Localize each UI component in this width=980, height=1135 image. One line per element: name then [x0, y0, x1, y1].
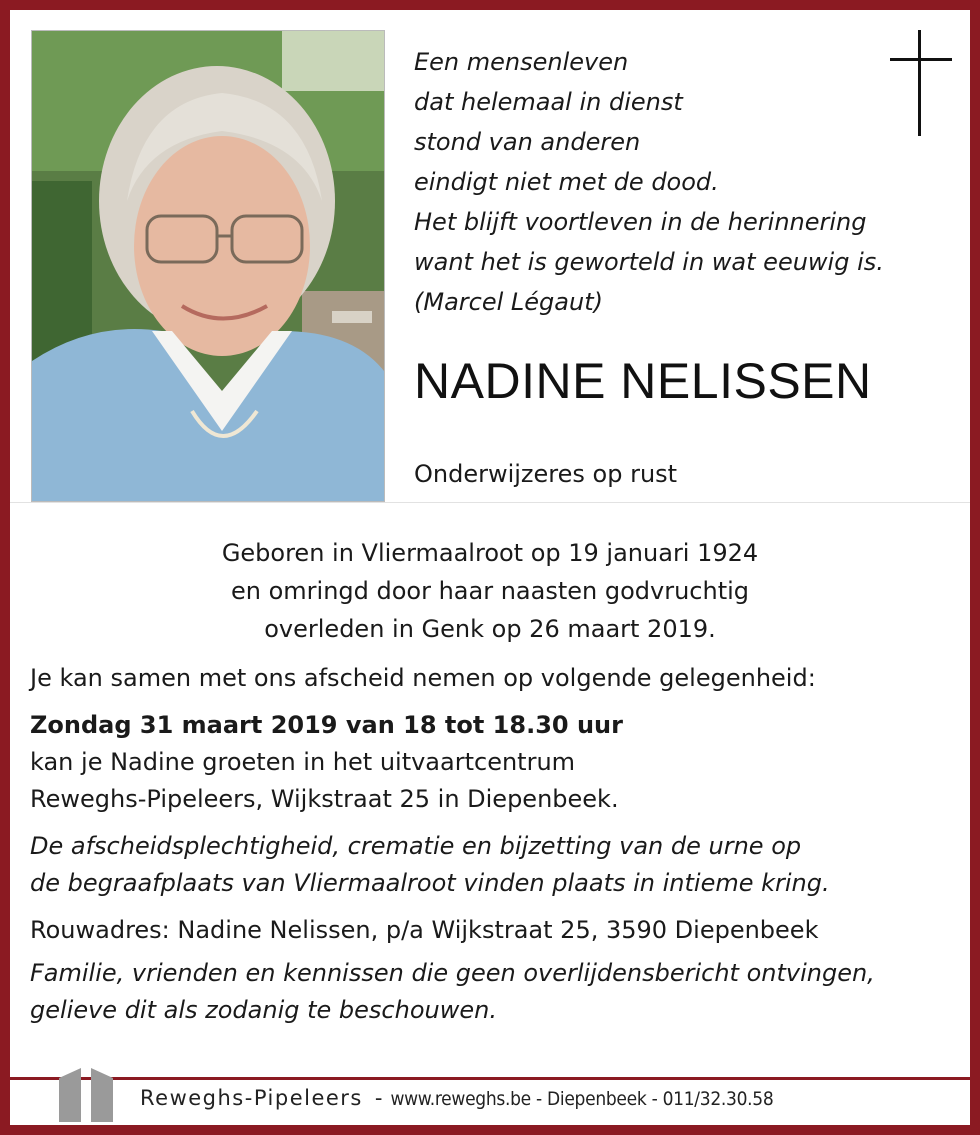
cross-icon: [890, 30, 952, 136]
farewell-intro: Je kan samen met ons afscheid nemen op volgende gelegenheid:: [30, 664, 816, 692]
poem-line: eindigt niet met de dood.: [414, 168, 719, 196]
deceased-name: NADINE NELISSEN: [414, 353, 872, 409]
farewell-location: kan je Nadine groeten in het uitvaartcentrum: [30, 748, 576, 776]
footer-separator: -: [374, 1086, 383, 1110]
poem-attribution: (Marcel Légaut): [414, 288, 603, 316]
poem-line: stond van anderen: [414, 128, 641, 156]
portrait-photo: [31, 30, 385, 502]
farewell-date: Zondag 31 maart 2019 van 18 tot 18.30 uur: [30, 711, 623, 739]
footer-details: www.reweghs.be - Diepenbeek - 011/32.30.58: [390, 1088, 774, 1110]
deceased-occupation: Onderwijzeres op rust: [414, 460, 678, 488]
notice-text: gelieve dit als zodanig te beschouwen.: [30, 996, 497, 1024]
section-divider: [10, 502, 970, 503]
funeral-home-logo-icon: [59, 1068, 115, 1122]
footer-contact: [140, 1086, 773, 1110]
poem: [414, 42, 934, 322]
footer-brand: Reweghs-Pipeleers: [140, 1086, 363, 1110]
poem-line: dat helemaal in dienst: [414, 88, 683, 116]
mourning-address: Rouwadres: Nadine Nelissen, p/a Wijkstraat 25, 3590 Diepenbeek: [30, 916, 819, 944]
birth-death-info: [10, 534, 970, 648]
born-line: Geboren in Vliermaalroot op 19 januari 1924: [221, 539, 759, 567]
notice-text: Familie, vrienden en kennissen die geen overlijdensbericht ontvingen,: [30, 959, 875, 987]
poem-line: want het is geworteld in wat eeuwig is.: [414, 248, 884, 276]
farewell-location: Reweghs-Pipeleers, Wijkstraat 25 in Diepenbeek.: [30, 785, 619, 813]
poem-line: Een mensenleven: [414, 48, 629, 76]
poem-line: Het blijft voortleven in de herinnering: [414, 208, 867, 236]
born-line: overleden in Genk op 26 maart 2019.: [264, 615, 716, 643]
born-line: en omringd door haar naasten godvruchtig: [230, 577, 750, 605]
farewell-details: [30, 660, 960, 1029]
ceremony-note: de begraafplaats van Vliermaalroot vinden plaats in intieme kring.: [30, 869, 830, 897]
footer-rule: [10, 1077, 970, 1080]
ceremony-note: De afscheidsplechtigheid, crematie en bijzetting van de urne op: [30, 832, 802, 860]
